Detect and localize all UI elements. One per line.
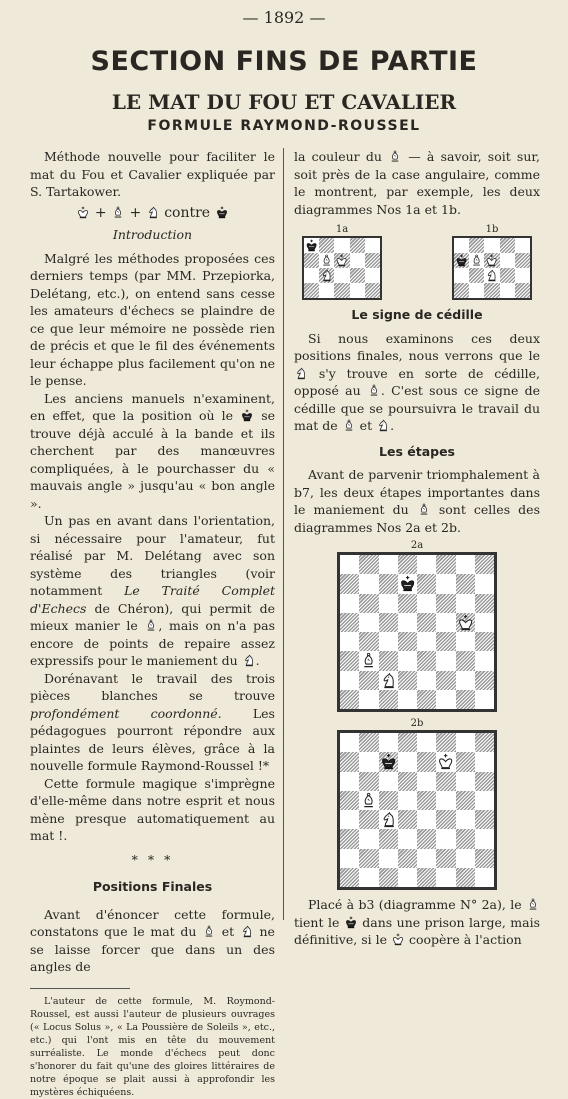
board-square	[500, 253, 515, 268]
board-square	[379, 690, 398, 709]
article-title: LE MAT DU FOU ET CAVALIER	[111, 90, 457, 114]
board-square	[340, 613, 359, 632]
board-square	[359, 574, 378, 593]
board-square	[340, 868, 359, 887]
board-square	[398, 555, 417, 574]
board-square	[484, 283, 499, 298]
board-square	[398, 849, 417, 868]
board-square	[350, 268, 365, 283]
board-square	[319, 268, 334, 283]
board-square	[436, 574, 455, 593]
board-square	[515, 268, 530, 283]
board-square	[456, 733, 475, 752]
board-square	[456, 752, 475, 771]
board-square	[417, 632, 436, 651]
white-knight-icon	[380, 811, 397, 828]
board-square	[469, 283, 484, 298]
board-square	[500, 268, 515, 283]
board-square	[350, 253, 365, 268]
chessboard	[337, 552, 497, 712]
paragraph-manuals: Les anciens manuels n'examinent, en effet, que la position où le se trouve déjà acculé à la bande et ils cherchent par des manœuvres compliquées, à le pourchasser du « mauvais angle » jusqu'au « bon angle ».	[30, 390, 276, 511]
board-square	[398, 733, 417, 752]
board-square	[379, 594, 398, 613]
chessboard	[337, 730, 497, 890]
board-square	[334, 283, 349, 298]
board-square	[379, 868, 398, 887]
board-square	[304, 268, 319, 283]
board-square	[340, 594, 359, 613]
board-square	[417, 671, 436, 690]
board-square	[359, 752, 378, 771]
diagram-1a	[302, 224, 382, 300]
board-square	[456, 574, 475, 593]
board-square	[365, 253, 380, 268]
board-square	[436, 791, 455, 810]
board-square	[475, 632, 494, 651]
white-bishop-icon	[417, 503, 431, 516]
white-bishop-icon	[202, 925, 216, 938]
board-square	[379, 810, 398, 829]
page-number: — 1892 —	[242, 8, 326, 27]
board-square	[475, 733, 494, 752]
board-square	[359, 868, 378, 887]
board-square	[456, 671, 475, 690]
board-square	[398, 810, 417, 829]
black-king-icon	[380, 753, 397, 770]
board-square	[436, 810, 455, 829]
black-king-icon	[455, 254, 468, 267]
white-bishop-icon	[367, 384, 381, 397]
board-square	[500, 238, 515, 253]
board-square	[475, 651, 494, 670]
etapes-heading: Les étapes	[379, 443, 455, 459]
board-square	[436, 671, 455, 690]
white-king-icon	[457, 614, 474, 631]
board-square	[359, 613, 378, 632]
board-square	[515, 283, 530, 298]
board-square	[398, 574, 417, 593]
board-square	[319, 238, 334, 253]
board-square	[359, 772, 378, 791]
board-square	[365, 268, 380, 283]
board-square	[398, 868, 417, 887]
white-knight-icon	[294, 367, 308, 380]
board-square	[340, 810, 359, 829]
board-square	[436, 690, 455, 709]
white-knight-icon	[240, 925, 254, 938]
diagram-label: 2b	[410, 718, 424, 729]
board-square	[340, 555, 359, 574]
board-square	[417, 810, 436, 829]
board-square	[340, 772, 359, 791]
paragraph-deletang: Un pas en avant dans l'orientation, si nécessaire pour l'amateur, fut réalisé par M. Delétang avec son système des triangles (voir notamment Le Traité Complet d'Echecs de Chéron), qui permit de mieux manier le , mais on n'a pas encore de points de repaire assez expressifs pour le maniement du .	[30, 513, 275, 668]
board-square	[469, 268, 484, 283]
board-square	[350, 238, 365, 253]
board-square	[379, 791, 398, 810]
board-square	[398, 690, 417, 709]
board-square	[304, 238, 319, 253]
board-square	[340, 574, 359, 593]
black-king-icon	[240, 409, 254, 422]
board-square	[436, 594, 455, 613]
positions-finales-heading: Positions Finales	[92, 879, 213, 894]
board-square	[304, 283, 319, 298]
board-square	[417, 574, 436, 593]
article-subtitle: FORMULE RAYMOND-ROUSSEL	[147, 118, 421, 134]
board-square	[340, 671, 359, 690]
black-king-icon	[344, 916, 358, 929]
board-square	[475, 752, 494, 771]
board-square	[475, 810, 494, 829]
section-title: SECTION FINS DE PARTIE	[90, 46, 478, 77]
board-square	[436, 555, 455, 574]
board-square	[456, 868, 475, 887]
chessboard	[302, 236, 382, 300]
board-square	[469, 238, 484, 253]
board-square	[334, 238, 349, 253]
board-square	[417, 849, 436, 868]
white-bishop-icon	[320, 254, 333, 267]
board-square	[359, 690, 378, 709]
board-square	[350, 283, 365, 298]
column-divider	[283, 148, 284, 920]
board-square	[398, 613, 417, 632]
board-square	[304, 253, 319, 268]
paragraph-color: la couleur du — à savoir, soit sur, soit près de la case angulaire, comme le montrent, par exemple, les deux diagrammes Nos 1a et 1b.	[294, 149, 540, 217]
board-square	[475, 829, 494, 848]
board-square	[359, 555, 378, 574]
board-square	[469, 253, 484, 268]
board-square	[484, 268, 499, 283]
board-square	[379, 632, 398, 651]
board-square	[359, 594, 378, 613]
left-column	[30, 148, 275, 1099]
diagram-2a	[337, 540, 497, 712]
board-square	[456, 791, 475, 810]
white-bishop-icon	[470, 254, 483, 267]
white-bishop-icon	[111, 206, 125, 219]
white-knight-icon	[242, 654, 256, 667]
board-square	[500, 283, 515, 298]
white-bishop-icon	[360, 792, 377, 809]
board-square	[515, 238, 530, 253]
board-square	[484, 238, 499, 253]
board-square	[475, 690, 494, 709]
white-knight-icon	[320, 269, 333, 282]
paragraph-methods: Malgré les méthodes proposées ces derniers temps (par MM. Przepiorka, Delétang, etc.), on entend sans cesse les amateurs d'échecs se plaindre de ce que leur mémoire ne possède rien de précis et que le fil des événements leur échappe plus facilement qu'on ne le pense.	[30, 250, 275, 388]
board-square	[359, 791, 378, 810]
white-bishop-icon	[144, 619, 158, 632]
white-knight-icon	[376, 419, 390, 432]
board-square	[436, 829, 455, 848]
board-square	[475, 671, 494, 690]
board-square	[475, 613, 494, 632]
board-square	[436, 752, 455, 771]
board-square	[359, 849, 378, 868]
board-square	[379, 574, 398, 593]
black-king-icon	[305, 239, 318, 252]
board-square	[456, 690, 475, 709]
board-square	[436, 632, 455, 651]
white-knight-icon	[146, 206, 160, 219]
board-square	[417, 829, 436, 848]
board-square	[340, 651, 359, 670]
footnote: L'auteur de cette formule, M. Roymond-Roussel, est aussi l'auteur de plusieurs ouvrages (« Locus Solus », « La Poussière de Soleils », etc., etc.) qui l'ont mis en tête du mouvement surréaliste. Le monde d'échecs peut donc s'honorer du fait qu'une des gloires littéraires de notre époque se plait aussi à approfondir les mystères échiquéens.	[30, 995, 275, 1098]
board-square	[398, 671, 417, 690]
chessboard	[452, 236, 532, 300]
board-square	[436, 651, 455, 670]
diagram-1b	[452, 224, 532, 300]
diagram-label: 1a	[335, 224, 349, 235]
white-king-icon	[335, 254, 348, 267]
board-square	[334, 253, 349, 268]
board-square	[417, 555, 436, 574]
white-bishop-icon	[342, 419, 356, 432]
white-king-icon	[76, 206, 90, 219]
board-square	[454, 238, 469, 253]
board-square	[379, 849, 398, 868]
board-square	[456, 849, 475, 868]
board-square	[417, 752, 436, 771]
board-square	[475, 849, 494, 868]
board-square	[398, 651, 417, 670]
board-square	[379, 671, 398, 690]
board-square	[454, 268, 469, 283]
piece-formula: + + contre	[30, 205, 275, 223]
diagram-label: 2a	[410, 540, 424, 551]
board-square	[379, 772, 398, 791]
board-square	[417, 613, 436, 632]
board-square	[359, 733, 378, 752]
board-square	[359, 671, 378, 690]
board-square	[359, 810, 378, 829]
board-square	[417, 791, 436, 810]
board-square	[340, 632, 359, 651]
cedille-heading: Le signe de cédille	[351, 307, 483, 322]
board-square	[436, 613, 455, 632]
board-square	[475, 555, 494, 574]
board-square	[379, 829, 398, 848]
board-square	[365, 238, 380, 253]
board-square	[515, 253, 530, 268]
paragraph-positions: Avant d'énoncer cette formule, constatons que le mat du et ne se laisse forcer que dans un des angles de	[30, 906, 275, 974]
board-square	[319, 253, 334, 268]
black-king-icon	[399, 575, 416, 592]
board-square	[475, 791, 494, 810]
board-square	[475, 868, 494, 887]
board-square	[340, 752, 359, 771]
board-square	[475, 594, 494, 613]
board-square	[398, 752, 417, 771]
board-square	[340, 829, 359, 848]
board-square	[359, 632, 378, 651]
board-square	[417, 594, 436, 613]
board-square	[475, 574, 494, 593]
board-square	[475, 772, 494, 791]
paragraph-cedille: Si nous examinons ces deux positions finales, nous verrons que le s'y trouve en sorte de cédille, opposé au . C'est sous ce signe de cédille que se poursuivra le travail du mat de et .	[294, 330, 540, 433]
footnote-rule	[30, 988, 130, 989]
board-square	[379, 752, 398, 771]
board-square	[456, 651, 475, 670]
board-square	[334, 268, 349, 283]
board-square	[359, 651, 378, 670]
board-square	[379, 733, 398, 752]
board-square	[436, 772, 455, 791]
white-bishop-icon	[360, 652, 377, 669]
board-square	[365, 283, 380, 298]
board-square	[456, 594, 475, 613]
paragraph-magic-formula: Cette formule magique s'imprègne d'elle-même dans notre esprit et nous mène presque automatiquement au mat !.	[30, 775, 275, 843]
board-square	[379, 555, 398, 574]
board-square	[398, 791, 417, 810]
board-square	[436, 868, 455, 887]
white-knight-icon	[485, 269, 498, 282]
board-square	[436, 733, 455, 752]
board-square	[398, 594, 417, 613]
white-knight-icon	[380, 672, 397, 689]
board-square	[456, 555, 475, 574]
board-square	[456, 613, 475, 632]
board-square	[340, 690, 359, 709]
board-square	[340, 733, 359, 752]
diagram-label: 1b	[485, 224, 499, 235]
board-square	[436, 849, 455, 868]
board-square	[456, 829, 475, 848]
board-square	[454, 253, 469, 268]
paragraph-etapes: Avant de parvenir triomphalement à b7, les deux étapes importantes dans le maniement du sont celles des diagrammes Nos 2a et 2b.	[294, 467, 540, 535]
board-square	[340, 791, 359, 810]
board-square	[456, 632, 475, 651]
white-bishop-icon	[388, 150, 402, 163]
white-king-icon	[485, 254, 498, 267]
white-king-icon	[437, 753, 454, 770]
board-square	[398, 829, 417, 848]
board-square	[379, 651, 398, 670]
diagrams-1	[302, 224, 532, 300]
right-column	[294, 148, 540, 949]
board-square	[398, 632, 417, 651]
board-square	[359, 829, 378, 848]
diagram-2b	[337, 718, 497, 890]
board-square	[379, 613, 398, 632]
board-square	[417, 733, 436, 752]
paragraph-b3: Placé à b3 (diagramme N° 2a), le tient le dans une prison large, mais définitive, si le coopère à l'action	[294, 897, 540, 947]
board-square	[417, 868, 436, 887]
white-bishop-icon	[526, 898, 540, 911]
board-square	[398, 772, 417, 791]
black-king-icon	[215, 206, 229, 219]
board-square	[417, 651, 436, 670]
board-square	[417, 772, 436, 791]
introduction-heading: Introduction	[112, 227, 193, 242]
board-square	[417, 690, 436, 709]
section-separator: * * *	[131, 851, 174, 867]
board-square	[456, 772, 475, 791]
board-square	[456, 810, 475, 829]
board-square	[484, 253, 499, 268]
intro-paragraph: Méthode nouvelle pour faciliter le mat du Fou et Cavalier expliquée par S. Tartakower.	[30, 149, 275, 199]
board-square	[340, 849, 359, 868]
board-square	[319, 283, 334, 298]
board-square	[454, 283, 469, 298]
paragraph-coordination: Dorénavant le travail des trois pièces blanches se trouve profondément coordonné. Les pédagogues pourront répondre aux plaintes de leurs élèves, grâce à la nouvelle formule Raymond-Roussel !*	[30, 670, 275, 773]
white-king-icon	[391, 933, 405, 946]
